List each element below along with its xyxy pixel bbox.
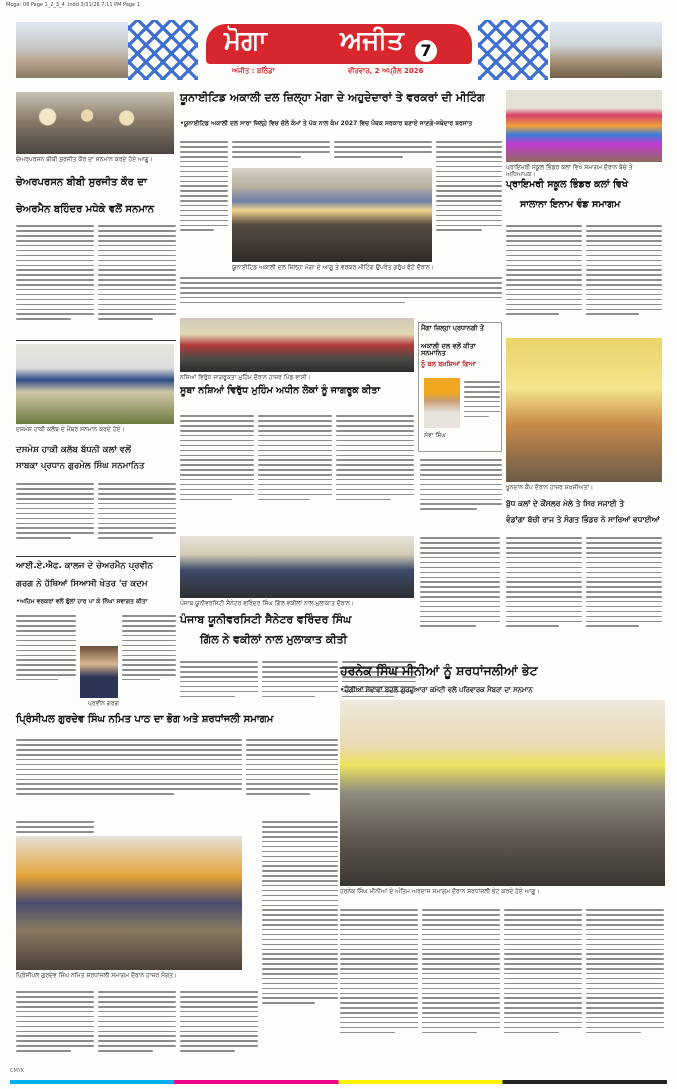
footer-text: CMYK xyxy=(10,1068,25,1074)
school-photo xyxy=(506,90,662,162)
tribute-body-3 xyxy=(504,906,582,1076)
iaf-body-2 xyxy=(122,612,176,700)
page-number-badge xyxy=(413,38,439,64)
lead-photo xyxy=(232,168,432,262)
iaf-portrait xyxy=(80,646,118,698)
divider xyxy=(16,340,176,341)
lead-body-1 xyxy=(180,138,228,258)
university-body-1 xyxy=(180,658,258,710)
hockey-body-2 xyxy=(98,480,176,552)
chairman-body-2 xyxy=(98,222,176,338)
lattice-right xyxy=(478,20,548,80)
chairman-photo-caption: ਚੇਅਰਪਰਸਨ ਬੀਬੀ ਸੁਰਜੀਤ ਕੌਰ ਦਾ ਸਨਮਾਨ ਕਰਦੇ ਹੋਏ ਆਗੂ। xyxy=(16,156,153,163)
lead-body-3 xyxy=(334,138,432,166)
masthead-photo-right xyxy=(550,22,662,78)
school-caption: ਪ੍ਰਾਇਮਰੀ ਸਕੂਲ ਭਿੰਡਰ ਕਲਾਂ ਵਿਖੇ ਸਮਾਗਮ ਦੌਰਾਨ ਬੱਚੇ ਤੇ ਅਧਿਆਪਕ। xyxy=(506,164,633,178)
blood-body-2 xyxy=(506,534,582,656)
blood-photo xyxy=(506,338,662,482)
tribute-body-1 xyxy=(340,906,418,1076)
university-photo xyxy=(180,536,414,598)
lead-headline: ਯੂਨਾਈਟਿਡ ਅਕਾਲੀ ਦਲ ਜ਼ਿਲ੍ਹਾ ਮੋਗਾ ਦੇ ਅਹੁਦੇਦਾਰਾਂ ਤੇ ਵਰਕਰਾਂ ਦੀ ਮੀਟਿੰਗ xyxy=(180,91,485,104)
school-headline-2: ਸਾਲਾਨਾ ਇਨਾਮ ਵੰਡ ਸਮਾਗਮ xyxy=(520,199,621,210)
side-promo-body xyxy=(464,378,500,438)
tribute-photo xyxy=(340,700,665,886)
lead-caption: ਯੂਨਾਈਟਿਡ ਅਕਾਲੀ ਦਲ ਜ਼ਿਲ੍ਹਾ ਮੋਗਾ ਦੇ ਆਗੂ ਤੇ ਵਰਕਰ ਮੀਟਿੰਗ ਉਪਰੰਤ ਗਰੁੱਪ ਫੋਟੋ ਦੌਰਾਨ। xyxy=(232,264,434,271)
university-body-2 xyxy=(262,658,338,710)
tribute-caption: ਹਰਨੇਕ ਸਿੰਘ ਮੀਨੀਆਂ ਦੇ ਅੰਤਿਮ ਅਰਦਾਸ ਸਮਾਗਮ ਦੌਰਾਨ ਸ਼ਰਧਾਂਜਲੀ ਭੇਟ ਕਰਦੇ ਹੋਏ ਆਗੂ। xyxy=(340,888,540,895)
tribute-subhead: •ਚੰਗੀਆਂ ਸੇਵਾਵਾਂ ਬਦਲੇ ਗੁਰਦੁਆਰਾ ਕਮੇਟੀ ਵਲੋਂ ਪਰਿਵਾਰਕ ਮੈਂਬਰਾਂ ਦਾ ਸਨਮਾਨ xyxy=(340,686,533,694)
side-promo-caption: ਸੇਵਾ ਸਿੰਘ xyxy=(424,432,446,439)
drugs-caption: ਨਸ਼ਿਆਂ ਵਿਰੁੱਧ ਜਾਗਰੂਕਤਾ ਮੁਹਿੰਮ ਦੌਰਾਨ ਹਾਜ਼ਰ ਪਿੰਡ ਵਾਸੀ। xyxy=(180,374,311,381)
drugs-body-1 xyxy=(180,412,254,530)
blood-headline-1: ਬੁੱਧ ਕਲਾਂ ਦੇ ਕੌਂਸਲਰ ਮੇਲੇ ਤੇ ਸਿਰ ਸਜਾਈ ਤੇ xyxy=(506,499,625,508)
blood-headline-2: ਵੰਡਾਂਗਾ ਬੱਚੀ ਰਾਜ ਤੇ ਸੰਗਤ ਭਿੰਡਰ ਨੇ ਸਾਰਿਆਂ ਵਧਾਈਆਂ xyxy=(506,515,660,524)
university-headline-2: ਗਿੱਲ ਨੇ ਵਕੀਲਾਂ ਨਾਲ ਮੁਲਾਕਾਤ ਕੀਤੀ xyxy=(200,633,348,646)
iaf-headline-1: ਆਈ.ਏ.ਐਫ. ਕਾਲਜ ਦੇ ਚੇਅਰਮੈਨ ਪ੍ਰਵੀਨ xyxy=(16,561,153,571)
drugs-headline: ਸੂਬਾ ਨਸ਼ਿਆਂ ਵਿਰੁੱਧ ਮੁਹਿੰਮ ਅਧੀਨ ਲੋਕਾਂ ਨੂੰ ਜਾਗਰੂਕ ਕੀਤਾ xyxy=(180,385,381,396)
hockey-photo xyxy=(16,344,174,424)
hockey-caption: ਦਸਮੇਸ਼ ਹਾਕੀ ਕਲੱਬ ਦੇ ਮੈਂਬਰ ਸਨਮਾਨ ਕਰਦੇ ਹੋਏ। xyxy=(16,426,125,433)
iaf-subhead: •ਅਹਿਮ ਵਰਕਰਾਂ ਵਲੋਂ ਫੁੱਲਾਂ ਹਾਰ ਪਾ ਕੇ ਨਿੱਘਾ ਸਵਾਗਤ ਕੀਤਾ xyxy=(16,598,148,605)
lead-body-4 xyxy=(436,138,502,258)
masthead-date: ਵੀਰਵਾਰ, 2 ਅਪ੍ਰੈਲ 2026 xyxy=(348,67,424,75)
masthead-paper: ਅਜੀਤ xyxy=(340,26,404,56)
chairman-photo xyxy=(16,92,174,154)
school-headline-1: ਪ੍ਰਾਇਮਰੀ ਸਕੂਲ ਭਿੰਡਰ ਕਲਾਂ ਵਿਖੇ xyxy=(506,179,629,190)
iaf-body xyxy=(16,612,76,700)
footer-color-strip xyxy=(10,1080,667,1084)
principal-headline: ਪ੍ਰਿੰਸੀਪਲ ਗੁਰਦੇਵ ਸਿੰਘ ਨਮਿਤ ਪਾਠ ਦਾ ਭੋਗ ਅਤੇ ਸ਼ਰਧਾਂਜਲੀ ਸਮਾਗਮ xyxy=(16,714,274,725)
side-promo-portrait xyxy=(424,378,460,428)
blood-body-3 xyxy=(586,534,662,656)
lead-body-2 xyxy=(232,138,330,166)
print-slug: Moga: 08 Page 1_2_3_4 .indd 3/31/26 7:11 PM Page 1 xyxy=(6,2,140,8)
masthead-photo-left xyxy=(16,22,128,78)
side-promo-title: ਮੈਂਗਾ ਜ਼ਿਲ੍ਹਾ ਪ੍ਰਧਾਨਗੀ ਤੋਂ xyxy=(421,324,484,332)
tribute-body-4 xyxy=(586,906,664,1076)
school-body-2 xyxy=(586,222,662,338)
iaf-photo-caption: ਪ੍ਰਵੀਨ ਗਰਗ xyxy=(88,700,119,707)
lattice-left xyxy=(128,20,198,80)
iaf-headline-2: ਗਰਗ ਨੇ ਹੱਥਿਆਂ ਸਿਆਸੀ ਖੇਤਰ 'ਚ ਕਦਮ xyxy=(16,579,148,589)
tribute-headline: ਹਰਨੇਕ ਸਿੰਘ ਮੀਨੀਆਂ ਨੂੰ ਸ਼ਰਧਾਂਜਲੀਆਂ ਭੇਟ xyxy=(340,663,538,678)
chairman-headline-2: ਚੇਅਰਮੈਨ ਬਹਿੰਦਰ ਮਧੇਕੇ ਵਲੋਂ ਸਨਮਾਨ xyxy=(16,204,155,215)
school-body-1 xyxy=(506,222,582,338)
principal-body-7 xyxy=(16,736,242,816)
page-number: 7 xyxy=(420,41,432,60)
principal-caption: ਪ੍ਰਿੰਸੀਪਲ ਗੁਰਦੇਵ ਸਿੰਘ ਨਮਿਤ ਸ਼ਰਧਾਂਜਲੀ ਸਮਾਗਮ ਦੌਰਾਨ ਹਾਜ਼ਰ ਸੰਗਤ। xyxy=(16,972,177,979)
principal-body-4 xyxy=(180,988,258,1076)
principal-body-5 xyxy=(262,818,338,1076)
hockey-headline-1: ਦਸਮੇਸ਼ ਹਾਕੀ ਕਲੱਬ ਬੱਧਨੀ ਕਲਾਂ ਵਲੋਂ xyxy=(16,445,131,455)
lead-body-5 xyxy=(180,274,502,314)
drugs-body-3 xyxy=(336,412,414,530)
principal-body-3 xyxy=(98,988,176,1076)
side-promo-line-2: ਅਕਾਲੀ ਦਲ ਵਲੋਂ ਕੀਤਾ ਸਨਮਾਨਿਤ xyxy=(421,342,476,358)
chairman-headline-1: ਚੇਅਰਪਰਸਨ ਬੀਬੀ ਸੁਰਜੀਤ ਕੌਰ ਦਾ xyxy=(16,177,147,188)
tribute-body-2 xyxy=(422,906,500,1076)
lead-subhead: •ਯੂਨਾਈਟਿਡ ਅਕਾਲੀ ਦਲ ਸਾਰਾ ਜ਼ਿਲ੍ਹੇ ਵਿਚ ਚੱਲੇ ਕੰਮਾਂ ਤੇ ਪੱਕ ਨਾਲ ਕੰਮ 2027 ਵਿਚ ਪੰਥਕ ਸਰਕਾਰ ਬਣਾਏ ਜਾਣਗੇ-ਜਥੇਦਾਰ ਬਰਸਾਤ xyxy=(180,120,473,127)
blood-body-1 xyxy=(420,534,500,656)
side-promo-line-3: ਨੂੰ ਬਲ ਬਖ਼ਸ਼ਿਆਂ ਗਿਆ xyxy=(421,360,476,368)
drugs-photo xyxy=(180,318,414,372)
hockey-headline-2: ਸਾਬਕਾ ਪ੍ਰਧਾਨ ਗੁਰਮੇਲ ਸਿੰਘ ਸਨਮਾਨਿਤ xyxy=(16,461,145,471)
divider xyxy=(16,556,176,557)
side-promo-body-2 xyxy=(420,456,502,536)
drugs-body-2 xyxy=(258,412,332,530)
university-headline-1: ਪੰਜਾਬ ਯੂਨੀਵਰਸਿਟੀ ਸੈਨੇਟਰ ਵਰਿੰਦਰ ਸਿੰਘ xyxy=(180,613,352,626)
principal-body-2 xyxy=(16,988,94,1076)
university-caption: ਪੰਜਾਬ ਯੂਨੀਵਰਸਿਟੀ ਸੈਨੇਟਰ ਵਰਿੰਦਰ ਸਿੰਘ ਗਿੱਲ ਵਕੀਲਾਂ ਨਾਲ ਮੁਲਾਕਾਤ ਦੌਰਾਨ। xyxy=(180,600,354,607)
masthead xyxy=(10,14,667,84)
blood-caption: ਖੂਨਦਾਨ ਕੈਂਪ ਦੌਰਾਨ ਹਾਜ਼ਰ ਸ਼ਖ਼ਸੀਅਤਾਂ। xyxy=(506,484,594,491)
principal-body-6 xyxy=(246,736,338,816)
masthead-section: ਮੋਗਾ xyxy=(224,26,267,56)
hockey-body xyxy=(16,480,94,552)
masthead-subline: ਅਜੀਤ : ਬਠਿੰਡਾ xyxy=(232,67,275,75)
principal-photo xyxy=(16,836,242,970)
chairman-body xyxy=(16,222,94,338)
